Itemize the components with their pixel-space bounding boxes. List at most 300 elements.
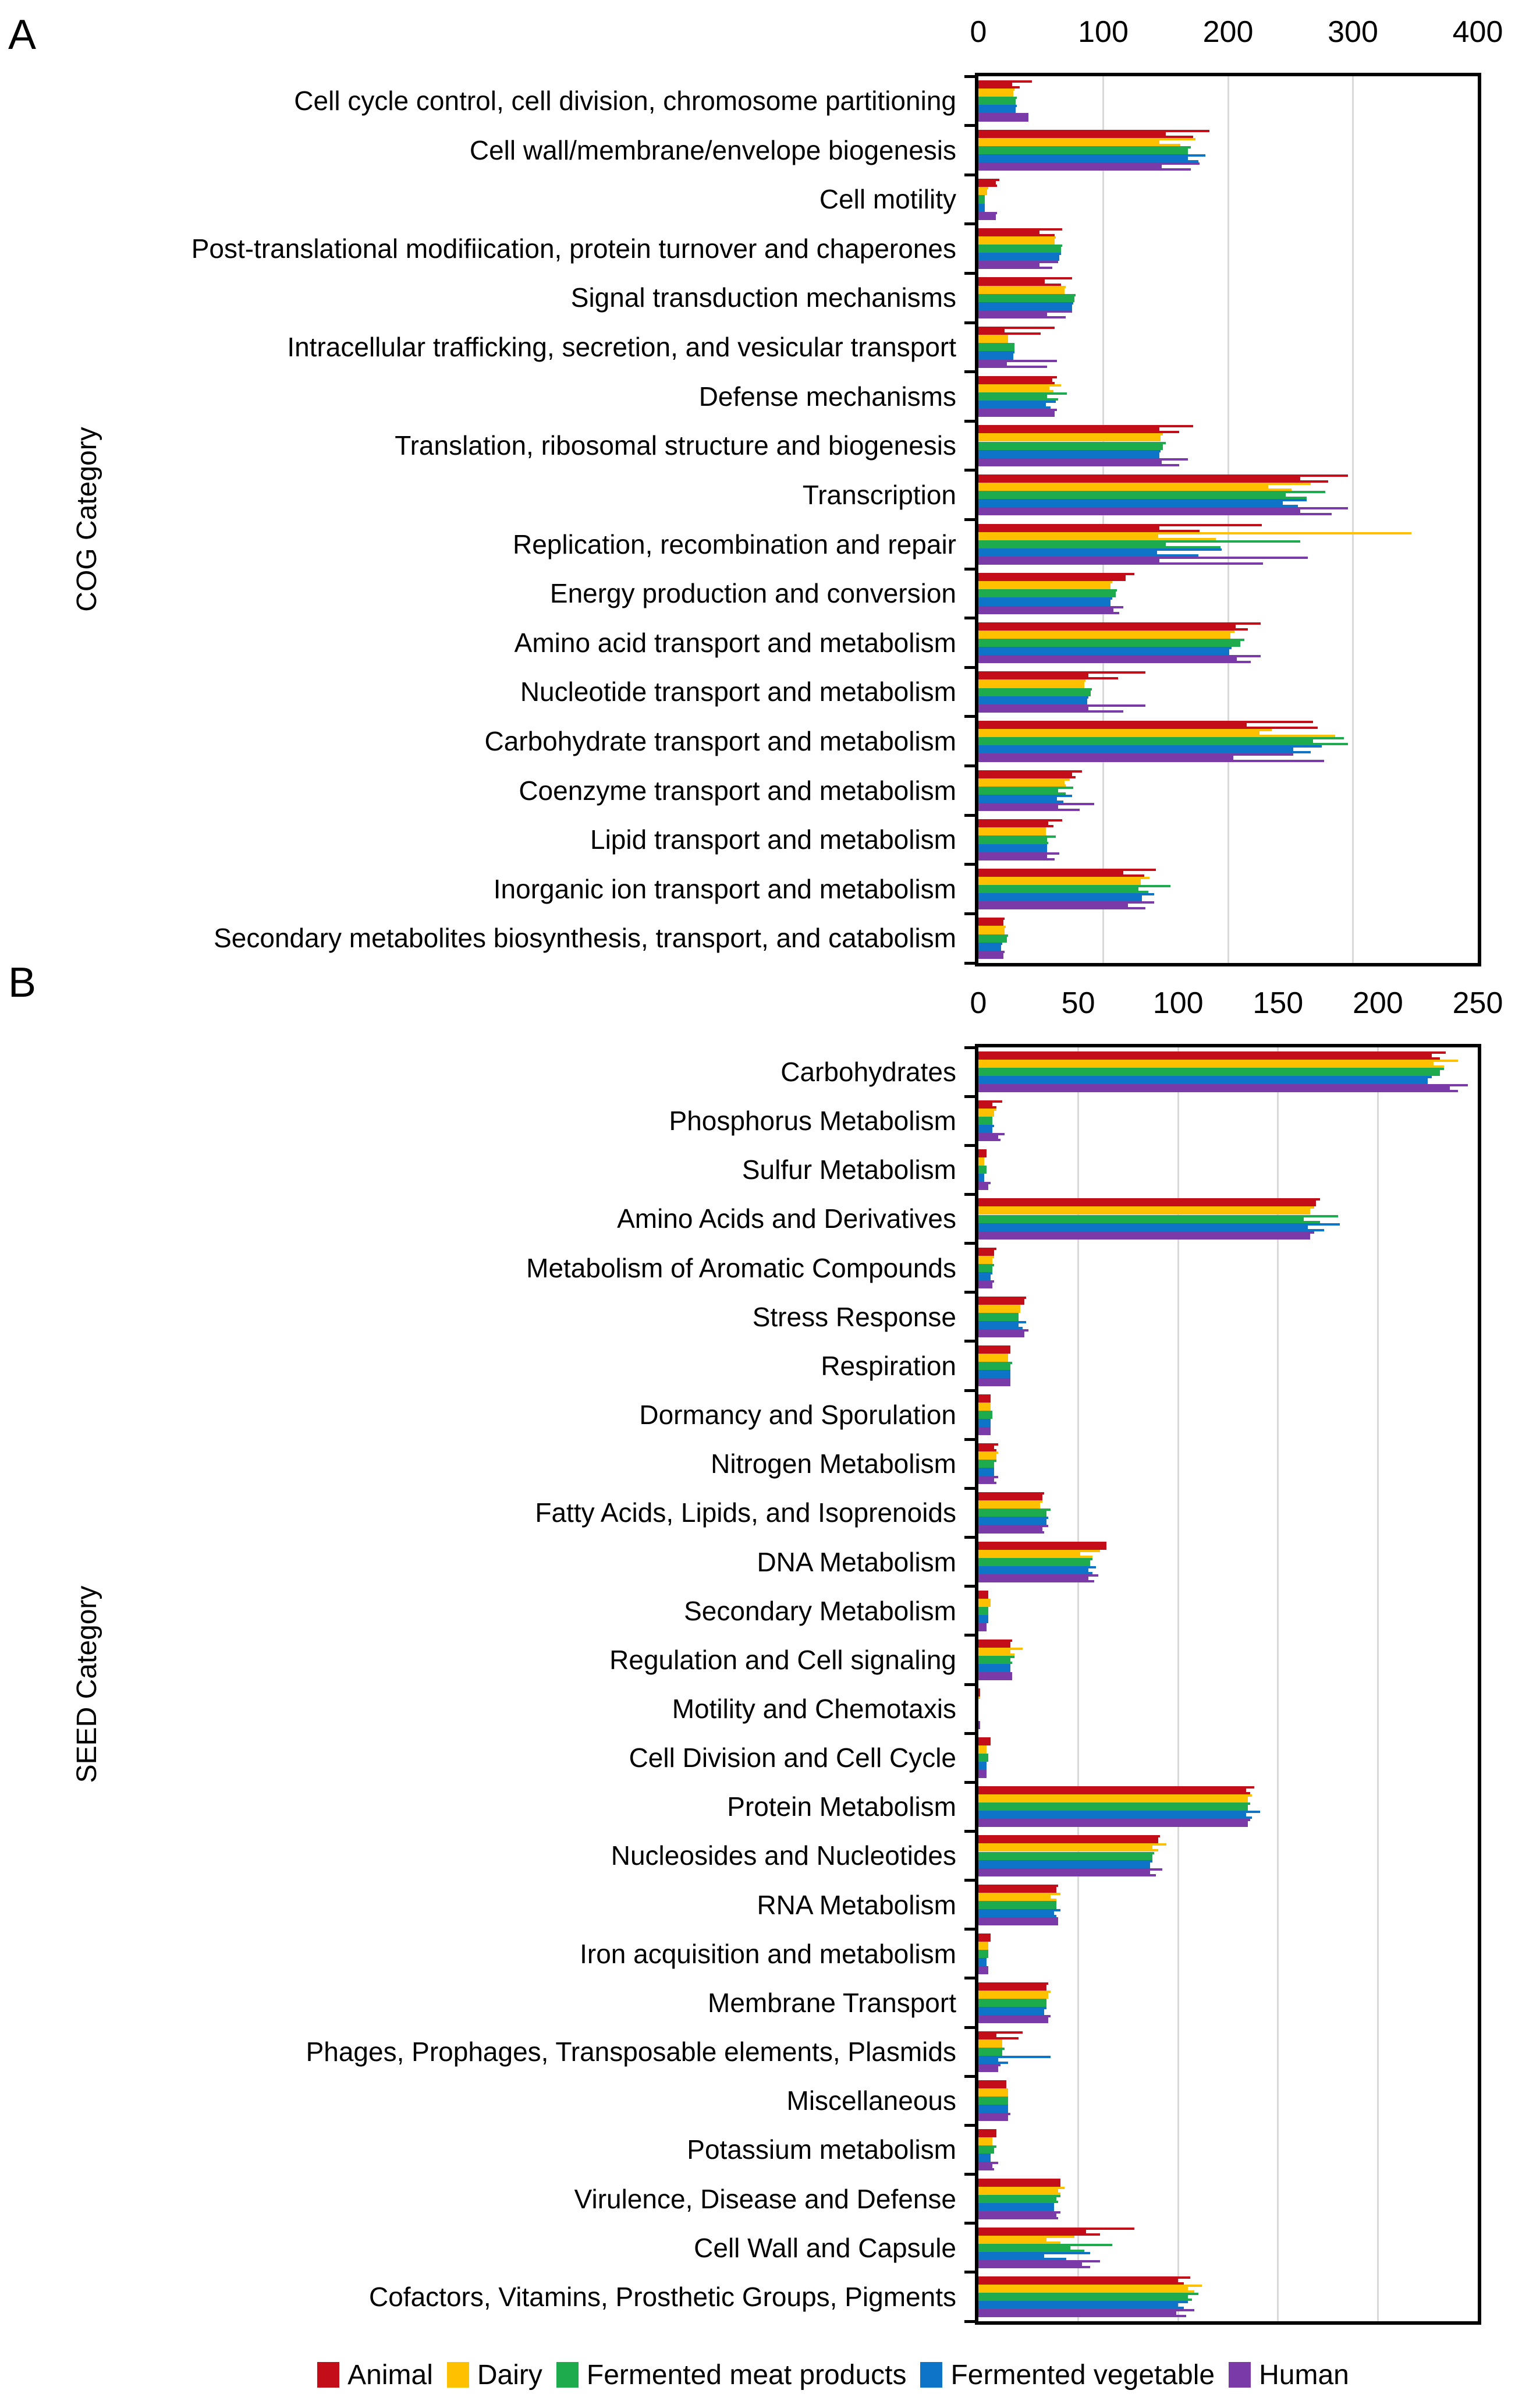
plot-area (978, 1047, 1478, 2321)
bar-whisker-top (978, 1248, 996, 1250)
bar-whisker-top (978, 212, 997, 214)
panel-a (0, 15, 1515, 963)
bar-group (978, 483, 1478, 491)
category-label: Regulation and Cell signaling (609, 1644, 956, 1675)
y-tick (964, 321, 978, 324)
bar-whisker-top (978, 433, 1163, 435)
bar-whisker-top (978, 737, 1344, 739)
category-label: Phosphorus Metabolism (669, 1106, 956, 1136)
bar-group (978, 2007, 1478, 2015)
bar-whisker-top (978, 1272, 992, 1274)
bar-group (978, 1591, 1478, 1599)
bar-group (978, 1762, 1478, 1770)
bar-group (978, 869, 1478, 877)
bar-group (978, 787, 1478, 795)
bar-whisker-top (978, 1223, 1340, 1226)
bar-whisker-top (978, 2129, 996, 2131)
bar-whisker-top (978, 483, 1311, 485)
bar-group (978, 1794, 1478, 1803)
bar-group (978, 1206, 1478, 1214)
bar-group (978, 926, 1478, 934)
bar-whisker-bottom (978, 661, 1251, 663)
bar-whisker-top (978, 253, 1061, 255)
bar-whisker-top (978, 1419, 991, 1421)
bar-whisker-top (978, 639, 1244, 641)
bar-whisker-top (978, 679, 1085, 682)
bar-group (978, 1909, 1478, 1917)
bar-whisker-top (978, 1508, 1051, 1511)
bar-whisker-top (978, 1051, 1446, 1054)
bar-group (978, 1084, 1478, 1092)
bar-group (978, 499, 1478, 507)
bar-group (978, 1697, 1478, 1705)
x-tick-label: 150 (1253, 986, 1304, 1020)
bar-whisker-bottom (978, 267, 1052, 269)
bar-group (978, 409, 1478, 417)
category-label: Membrane Transport (708, 1987, 956, 2018)
bar-whisker-top (978, 261, 1058, 263)
x-tick-label: 250 (1452, 986, 1503, 1020)
bar-whisker-bottom (978, 2021, 1046, 2023)
bar-group (978, 1133, 1478, 1141)
category-label: Translation, ribosomal structure and biogenesis (395, 430, 956, 461)
category-row (978, 2175, 1478, 2223)
bar-whisker-top (978, 2056, 1051, 2058)
category-row (978, 520, 1478, 569)
bar-group (978, 1607, 1478, 1615)
bar-group (978, 1982, 1478, 1991)
bar-whisker-top (978, 499, 1307, 501)
bar-whisker-bottom (978, 1482, 996, 1484)
bar-whisker-top (978, 384, 1061, 387)
bar-group (978, 2293, 1478, 2301)
bar-whisker-top (978, 409, 1057, 411)
bar-whisker-bottom (978, 2217, 1058, 2219)
bar-whisker-top (978, 1109, 996, 1111)
bar-group (978, 1157, 1478, 1166)
bar-whisker-top (978, 2285, 1202, 2287)
bar-group (978, 835, 1478, 844)
category-row (978, 126, 1478, 175)
bar-group (978, 195, 1478, 203)
bar-whisker-top (978, 597, 1112, 600)
y-tick (964, 764, 978, 767)
bar-group (978, 253, 1478, 261)
legend-swatch-animal (317, 2362, 339, 2388)
bar-whisker-top (978, 2244, 1112, 2246)
bar-whisker-top (978, 1231, 1314, 1234)
bar-group (978, 2301, 1478, 2309)
bar-group (978, 1256, 1478, 1264)
bar-whisker-top (978, 1745, 987, 1748)
bar-whisker-top (978, 425, 1193, 427)
bar-group (978, 770, 1478, 778)
bar-whisker-top (978, 631, 1234, 633)
category-row (978, 175, 1478, 224)
category-label: Dormancy and Sporulation (639, 1400, 956, 1430)
bar-whisker-top (978, 1770, 987, 1772)
bar-group (978, 631, 1478, 639)
bar-whisker-top (978, 1443, 998, 1446)
bar-group (978, 1117, 1478, 1125)
bar-group (978, 2137, 1478, 2145)
category-label: Signal transduction mechanisms (570, 282, 956, 313)
y-axis-title-seed: SEED Category (72, 1585, 102, 1783)
category-label: Respiration (821, 1350, 956, 1381)
y-tick (964, 1242, 978, 1245)
bar-whisker-top (978, 753, 1293, 756)
bar-whisker-top (978, 688, 1092, 690)
bar-whisker-top (978, 581, 1112, 583)
bar-whisker-top (978, 1264, 994, 1266)
category-row (978, 913, 1478, 963)
bar-group (978, 852, 1478, 860)
bar-group (978, 2236, 1478, 2244)
bar-whisker-top (978, 1215, 1338, 1217)
bar-group (978, 893, 1478, 901)
y-tick (964, 173, 978, 176)
bar-whisker-top (978, 901, 1154, 904)
bar-group (978, 1394, 1478, 1403)
bar-whisker-top (978, 1525, 1048, 1527)
bar-whisker-top (978, 2211, 1060, 2214)
category-row (978, 1390, 1478, 1439)
y-tick (964, 1291, 978, 1294)
bar-whisker-top (978, 1492, 1044, 1495)
bar-whisker-bottom (978, 1286, 992, 1288)
bar-whisker-top (978, 2137, 992, 2140)
bar-whisker-top (978, 2187, 1065, 2189)
bar-whisker-top (978, 1133, 1005, 1135)
y-axis-title-cog: COG Category (72, 427, 102, 612)
bar-whisker-top (978, 1860, 1152, 1862)
bar-group (978, 532, 1478, 540)
bar-group (978, 277, 1478, 285)
bar-whisker-bottom (978, 760, 1324, 762)
bar-group (978, 384, 1478, 392)
legend-item (920, 2359, 1215, 2391)
bar-whisker-top (978, 622, 1261, 625)
category-label: RNA Metabolism (757, 1889, 956, 1920)
bar-group (978, 2260, 1478, 2268)
bar-whisker-top (978, 1517, 1048, 1519)
bar-whisker-top (978, 671, 1145, 674)
bar-whisker-top (978, 1868, 1162, 1871)
panel-a-letter: A (8, 12, 37, 58)
category-row (978, 618, 1478, 668)
bar-whisker-top (978, 1468, 994, 1470)
bar-group (978, 1786, 1478, 1794)
bar-whisker-top (978, 351, 1014, 353)
bar-group (978, 401, 1478, 409)
bar-group (978, 901, 1478, 909)
bar-whisker-bottom (978, 2168, 994, 2170)
bar-group (978, 310, 1478, 318)
bar-group (978, 1174, 1478, 1182)
bar-whisker-top (978, 1256, 994, 1258)
bar-group (978, 433, 1478, 441)
bar-whisker-top (978, 844, 1046, 847)
bar-whisker-bottom (978, 1972, 987, 1974)
bar-whisker-top (978, 1321, 1026, 1323)
bar-group (978, 343, 1478, 351)
legend-label: Dairy (477, 2359, 542, 2391)
y-tick (964, 1879, 978, 1882)
bar-group (978, 1656, 1478, 1664)
bar-group (978, 392, 1478, 401)
bar-group (978, 1100, 1478, 1109)
x-tick-label: 200 (1353, 986, 1403, 1020)
category-row (978, 815, 1478, 865)
bar-group (978, 2244, 1478, 2252)
bar-whisker-top (978, 2228, 1134, 2230)
y-tick (964, 1634, 978, 1637)
bar-whisker-bottom (978, 415, 1053, 417)
category-row (978, 865, 1478, 914)
bar-group (978, 2309, 1478, 2317)
category-label: Sulfur Metabolism (741, 1155, 956, 1185)
y-tick (964, 2320, 978, 2323)
bar-group (978, 1648, 1478, 1656)
legend-label: Human (1259, 2359, 1349, 2391)
category-label: Intracellular trafficking, secretion, and vesicular transport (287, 332, 956, 363)
bar-whisker-top (978, 2293, 1198, 2295)
bar-whisker-bottom (978, 710, 1123, 713)
bar-whisker-top (978, 1427, 991, 1429)
category-label: Cell cycle control, cell division, chromosome partitioning (294, 86, 956, 116)
bar-group (978, 2064, 1478, 2072)
bar-group (978, 2080, 1478, 2088)
bar-group (978, 2195, 1478, 2203)
bar-whisker-top (978, 335, 1008, 337)
bar-whisker-top (978, 105, 1017, 107)
bar-whisker-top (978, 1591, 988, 1593)
x-axis (970, 985, 1503, 1025)
bar-whisker-top (978, 2236, 1074, 2238)
bar-group (978, 1370, 1478, 1378)
bar-whisker-bottom (978, 1188, 988, 1190)
bar-group (978, 2097, 1478, 2105)
y-tick (964, 1193, 978, 1196)
category-row (978, 1145, 1478, 1194)
bar-whisker-top (978, 376, 1057, 378)
bar-whisker-top (978, 2203, 1054, 2205)
panel-b (0, 986, 1515, 2321)
bar-group (978, 97, 1478, 105)
bar-whisker-top (978, 1934, 991, 1936)
bar-whisker-bottom (978, 1335, 1024, 1337)
legend-swatch-fermented-vegetable (920, 2362, 942, 2388)
category-label: DNA Metabolism (757, 1546, 956, 1577)
bar-whisker-top (978, 1893, 1060, 1895)
bar-whisker-bottom (978, 316, 1066, 318)
bar-group (978, 1068, 1478, 1076)
category-label: Metabolism of Aromatic Compounds (526, 1252, 956, 1283)
bar-whisker-top (978, 2097, 1008, 2099)
bar-group (978, 753, 1478, 762)
bar-whisker-top (978, 1615, 988, 1617)
bar-group (978, 827, 1478, 835)
bar-group (978, 1917, 1478, 1925)
category-label: Amino acid transport and metabolism (514, 627, 956, 658)
bar-whisker-top (978, 1362, 1012, 1364)
bar-group (978, 450, 1478, 458)
x-tick-label: 400 (1452, 15, 1503, 49)
bar-group (978, 1901, 1478, 1909)
bar-group (978, 1664, 1478, 1672)
bar-whisker-top (978, 1305, 1020, 1307)
category-row (978, 2076, 1478, 2125)
bar-group (978, 639, 1478, 647)
bar-whisker-top (978, 327, 1055, 329)
category-label: Lipid transport and metabolism (590, 824, 956, 855)
category-labels (0, 1047, 956, 2321)
bar-group (978, 729, 1478, 737)
bar-group (978, 130, 1478, 138)
plot-area (978, 76, 1478, 963)
bar-group (978, 2162, 1478, 2170)
bar-group (978, 474, 1478, 483)
bar-whisker-top (978, 1811, 1260, 1813)
bar-whisker-top (978, 729, 1272, 731)
legend-item (447, 2359, 542, 2391)
bar-whisker-top (978, 277, 1072, 279)
x-axis (970, 13, 1503, 54)
bar-group (978, 557, 1478, 565)
bar-whisker-top (978, 1117, 992, 1119)
y-tick (964, 1487, 978, 1490)
bar-whisker-bottom (978, 2266, 1090, 2268)
bar-whisker-top (978, 1354, 1008, 1356)
bar-whisker-bottom (978, 1580, 1094, 1582)
bar-group (978, 1297, 1478, 1305)
bar-group (978, 1852, 1478, 1860)
y-tick (964, 1683, 978, 1686)
bar-whisker-bottom (978, 858, 1055, 860)
legend-swatch-fermented-meat-products (556, 2362, 579, 2388)
category-label: Cell motility (819, 184, 956, 215)
bar-whisker-top (978, 1566, 1096, 1568)
bar-whisker-top (978, 302, 1073, 304)
bar-group (978, 1942, 1478, 1950)
bar-group (978, 1934, 1478, 1942)
category-label: Virulence, Disease and Defense (574, 2183, 956, 2214)
bar-whisker-top (978, 1688, 980, 1691)
bar-group (978, 1223, 1478, 1231)
bar-whisker-top (978, 778, 1070, 781)
category-row (978, 2125, 1478, 2174)
bar-group (978, 2203, 1478, 2211)
bar-whisker-top (978, 647, 1232, 649)
bar-group (978, 138, 1478, 146)
y-tick (964, 1144, 978, 1147)
bar-whisker-bottom (978, 907, 1145, 909)
bar-group (978, 1109, 1478, 1117)
y-tick (964, 1977, 978, 1979)
bar-whisker-top (978, 162, 1200, 165)
bar-whisker-top (978, 450, 1161, 452)
bar-whisker-top (978, 491, 1325, 493)
bar-whisker-top (978, 835, 1056, 838)
y-tick (964, 666, 978, 669)
bar-whisker-top (978, 294, 1076, 296)
bar-whisker-top (978, 138, 1195, 140)
bar-whisker-top (978, 2154, 991, 2156)
category-row (978, 372, 1478, 422)
bar-group (978, 819, 1478, 827)
bar-group (978, 1542, 1478, 1550)
y-tick (964, 2026, 978, 2029)
bar-group (978, 1950, 1478, 1958)
bar-group (978, 696, 1478, 704)
bar-whisker-top (978, 2064, 1000, 2066)
bar-whisker-top (978, 310, 1072, 313)
bar-whisker-top (978, 1198, 1320, 1201)
category-row (978, 1782, 1478, 1831)
bar-group (978, 1991, 1478, 1999)
bar-whisker-top (978, 869, 1156, 871)
bar-group (978, 877, 1478, 885)
bar-whisker-top (978, 557, 1308, 559)
bar-whisker-top (978, 392, 1067, 395)
bar-group (978, 573, 1478, 581)
bar-whisker-top (978, 918, 1005, 920)
bar-group (978, 688, 1478, 696)
category-row (978, 1194, 1478, 1243)
bar-whisker-top (978, 1639, 1012, 1642)
bar-whisker-top (978, 2048, 1005, 2050)
bar-whisker-top (978, 696, 1088, 699)
bar-group (978, 2187, 1478, 2195)
bar-whisker-top (978, 1280, 994, 1283)
y-tick (964, 124, 978, 127)
bar-group (978, 1599, 1478, 1607)
category-row (978, 224, 1478, 274)
category-row (978, 1635, 1478, 1684)
bar-group (978, 442, 1478, 450)
bar-whisker-top (978, 1149, 987, 1152)
legend (0, 2354, 1515, 2395)
bar-whisker-bottom (978, 464, 1179, 466)
category-row (978, 766, 1478, 816)
bar-group (978, 2145, 1478, 2154)
bar-whisker-top (978, 1958, 987, 1960)
bar-group (978, 1500, 1478, 1508)
bar-group (978, 1427, 1478, 1435)
bar-group (978, 1639, 1478, 1648)
y-tick (964, 222, 978, 225)
bar-whisker-top (978, 1403, 991, 1405)
bar-group (978, 1345, 1478, 1354)
bar-group (978, 1051, 1478, 1060)
bar-whisker-top (978, 819, 1062, 821)
bar-whisker-top (978, 195, 985, 197)
bar-whisker-top (978, 1558, 1092, 1560)
bar-whisker-top (978, 1656, 1014, 1658)
bar-group (978, 943, 1478, 951)
bar-group (978, 885, 1478, 893)
bar-whisker-top (978, 442, 1166, 444)
bar-whisker-top (978, 770, 1082, 773)
y-tick (964, 1732, 978, 1735)
bar-whisker-top (978, 1174, 984, 1176)
bar-group (978, 1198, 1478, 1206)
panel-b-letter: B (8, 959, 37, 1006)
bar-group (978, 1166, 1478, 1174)
bar-group (978, 1843, 1478, 1851)
bar-whisker-top (978, 1125, 994, 1127)
bar-whisker-top (978, 524, 1262, 526)
